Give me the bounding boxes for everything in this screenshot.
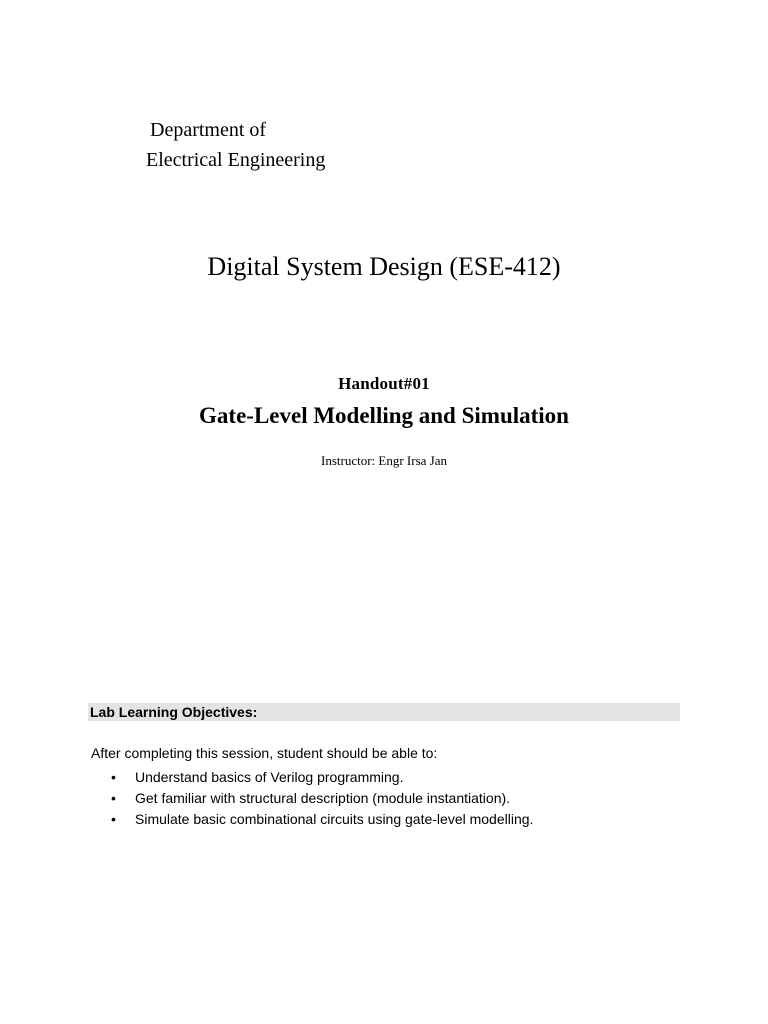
department-line-2: Electrical Engineering: [146, 149, 326, 171]
bullet-icon: •: [111, 790, 116, 806]
handout-title: Gate-Level Modelling and Simulation: [199, 403, 569, 428]
objective-text: Understand basics of Verilog programming.: [135, 769, 404, 785]
objectives-header: Lab Learning Objectives:: [90, 704, 258, 720]
objective-item: [111, 788, 533, 809]
objectives-list: [111, 767, 533, 830]
bullet-icon: •: [111, 811, 116, 827]
objective-item: [111, 767, 533, 788]
objective-item: [111, 809, 533, 830]
objectives-header-band: [88, 703, 680, 721]
objective-text: Get familiar with structural description (module instantiation).: [135, 790, 511, 806]
handout-number: Handout#01: [338, 374, 430, 393]
department-line-1: Department of: [150, 119, 267, 141]
objectives-intro: After completing this session, student should be able to:: [91, 745, 438, 761]
instructor-line: Instructor: Engr Irsa Jan: [321, 453, 447, 468]
course-title: Digital System Design (ESE-412): [207, 252, 561, 281]
bullet-icon: •: [111, 769, 116, 785]
objective-text: Simulate basic combinational circuits using gate-level modelling.: [135, 811, 534, 827]
